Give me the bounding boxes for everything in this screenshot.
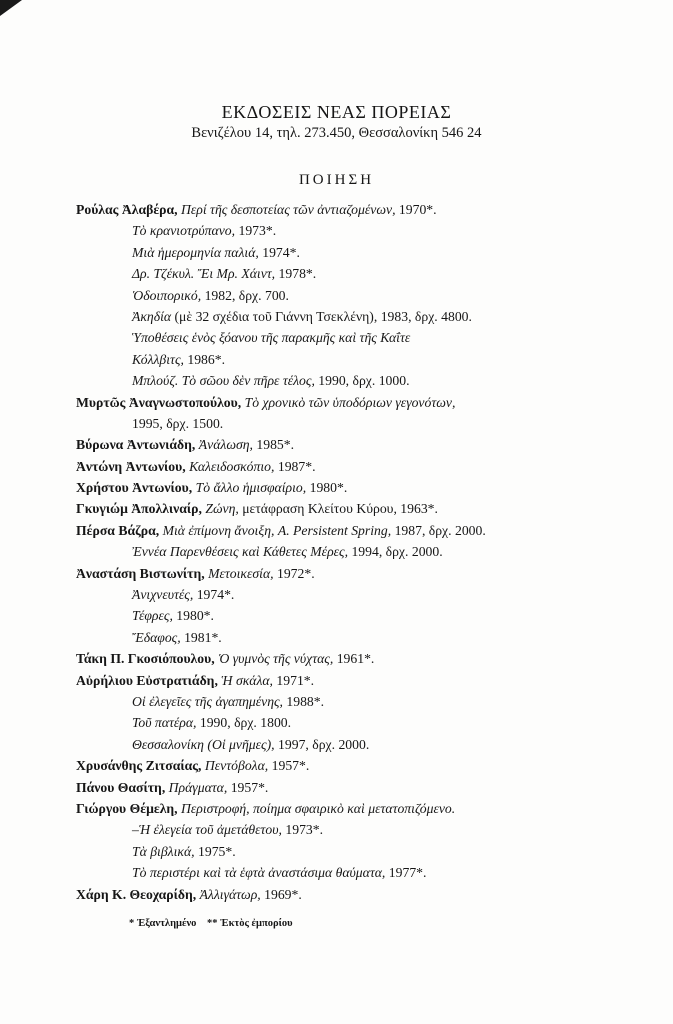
publisher-name: ΕΚΔΟΣΕΙΣ ΝΕΑΣ ΠΟΡΕΙΑΣ — [221, 102, 452, 122]
author-name: Ἀντώνη Ἀντωνίου, — [76, 458, 186, 474]
book-details: 1957*. — [271, 758, 310, 774]
book-title: Περί τῆς δεσποτείας τῶν ἀντιαζομένων, — [180, 202, 396, 217]
author-name: Ἀναστάση Βιστωνίτη, — [76, 565, 205, 581]
book-details: 1988*. — [286, 693, 325, 709]
book-details: 1957*. — [230, 779, 269, 795]
book-details: 1982, δρχ. 700. — [204, 287, 289, 303]
book-title: Τὸ χρονικὸ τῶν ὑποδόριων γεγονότων, — [244, 394, 456, 410]
book-details: 1972*. — [276, 565, 315, 581]
book-title: Τὸ περιστέρι καὶ τὰ ἑφτὰ ἀναστάσιμα θαύματα, — [132, 865, 386, 881]
book-title: Ἡ σκάλα, — [221, 672, 273, 688]
book-title: Τέφρες, — [132, 608, 173, 624]
book-list — [76, 199, 656, 905]
book-title: Περιστροφή, ποίημα σφαιρικὸ καὶ μετατοπιζόμενο. — [181, 800, 456, 816]
book-entry — [76, 819, 656, 840]
book-title: Ἀλλιγάτωρ, — [199, 886, 261, 902]
book-title: Τὸ ἄλλο ἡμισφαίριο, — [195, 480, 307, 496]
book-title: Ἀκηδία — [132, 308, 172, 324]
book-title: Μιὰ ἐπίμονη ἄνοιξη, A. Persistent Spring, — [162, 522, 392, 538]
book-details: 1990, δρχ. 1000. — [318, 373, 410, 389]
book-title: Κόλλβιτς, — [132, 351, 184, 367]
book-entry — [76, 477, 656, 498]
book-entry — [76, 285, 656, 306]
book-details: 1987*. — [277, 458, 316, 474]
book-title: Μετοικεσία, — [208, 565, 274, 581]
book-details: 1986*. — [187, 351, 225, 367]
book-entry — [76, 349, 656, 370]
book-entry — [76, 755, 656, 776]
book-title: Δρ. Τζέκυλ. Ἔι Μρ. Χάιντ, — [132, 266, 276, 282]
book-details: 1973*. — [238, 223, 277, 239]
book-details: 1981*. — [184, 629, 222, 645]
author-name: Πάνου Θασίτη, — [76, 779, 166, 795]
author-name: Τάκη Π. Γκοσιόπουλου, — [76, 651, 215, 667]
book-entry — [76, 712, 656, 733]
book-details: 1994, δρχ. 2000. — [351, 544, 443, 560]
section-title: ΠΟΙΗΣΗ — [298, 172, 375, 188]
book-title: Ἔδαφος, — [132, 629, 181, 645]
publisher-header — [0, 101, 673, 143]
book-entry — [76, 520, 656, 541]
book-title: Καλειδοσκόπιο, — [189, 458, 275, 474]
book-title: –Ἡ ἐλεγεία τοῦ ἀμετάθετου, — [132, 822, 282, 838]
author-name: Πέρσα Βάζρα, — [76, 522, 160, 538]
author-name: Αὐρήλιου Εὐστρατιάδη, — [76, 672, 218, 688]
book-title: Ὁδοιπορικό, — [132, 287, 202, 303]
author-name: Χρυσάνθης Ζιτσαίας, — [76, 758, 202, 774]
footnote-not-for-sale: ** Ἐκτὸς ἐμπορίου — [207, 918, 293, 929]
book-title: Πράγματα, — [168, 779, 228, 795]
book-title: Ἀνιχνευτές, — [132, 587, 194, 603]
book-title: Τὸ κρανιοτρύπανο, — [132, 223, 236, 239]
footnote — [129, 918, 293, 929]
book-entry — [76, 434, 656, 455]
book-details: 1990, δρχ. 1800. — [199, 715, 292, 731]
book-entry — [76, 584, 656, 605]
book-entry — [76, 563, 656, 584]
book-title: Οἱ ἐλεγεῖες τῆς ἀγαπημένης, — [132, 693, 283, 709]
book-entry — [76, 841, 656, 862]
book-title: Πεντόβολα, — [204, 758, 269, 774]
book-title: Ἐννέα Παρενθέσεις καὶ Κάθετες Μέρες, — [132, 544, 349, 560]
book-details: 1980*. — [176, 608, 214, 624]
book-details: 1997, δρχ. 2000. — [278, 736, 370, 752]
book-details: 1995, δρχ. 1500. — [132, 415, 224, 431]
book-entry — [76, 306, 656, 327]
book-entry — [76, 777, 656, 798]
book-details: 1980*. — [309, 480, 348, 496]
book-title: Ἀνάλωση, — [198, 437, 253, 453]
book-details: 1975*. — [198, 843, 236, 859]
book-entry — [76, 605, 656, 626]
book-title: Τοῦ πατέρα, — [132, 715, 197, 731]
book-entry — [76, 862, 656, 883]
book-entry — [76, 798, 656, 819]
book-details: 1978*. — [278, 266, 317, 282]
footnote-out-of-print: * Ἐξαντλημένο — [129, 918, 197, 929]
book-details: 1971*. — [276, 672, 315, 688]
book-entry — [76, 734, 656, 755]
book-entry — [76, 670, 656, 691]
book-details: (μὲ 32 σχέδια τοῦ Γιάννη Τσεκλένη), 1983, δρχ. 4800. — [174, 308, 472, 324]
book-entry — [76, 413, 656, 434]
book-details: 1969*. — [264, 886, 302, 902]
book-details: 1970*. — [398, 202, 437, 217]
publisher-address: Βενιζέλου 14, τηλ. 273.450, Θεσσαλονίκη 546 24 — [191, 125, 482, 141]
book-entry — [76, 199, 656, 220]
book-title: Ὁ γυμνὸς τῆς νύχτας, — [218, 651, 334, 667]
book-title: Τὰ βιβλικά, — [132, 843, 195, 859]
book-details: 1985*. — [256, 437, 295, 453]
book-details: μετάφραση Κλείτου Κύρου, 1963*. — [242, 501, 438, 517]
book-entry — [76, 648, 656, 669]
book-details: 1961*. — [336, 651, 375, 667]
book-title: Μιὰ ἡμερομηνία παλιά, — [132, 244, 259, 260]
book-entry — [76, 456, 656, 477]
author-name: Ρούλας Ἀλαβέρα, — [76, 202, 178, 217]
book-entry — [76, 498, 656, 519]
book-entry — [76, 220, 656, 241]
author-name: Μυρτῶς Ἀναγνωστοπούλου, — [76, 394, 242, 410]
author-name: Χάρη Κ. Θεοχαρίδη, — [76, 886, 197, 902]
book-details: 1974*. — [262, 244, 300, 260]
book-details: 1974*. — [196, 587, 235, 603]
author-name: Γιώργου Θέμελη, — [76, 800, 178, 816]
book-title: Θεσσαλονίκη (Οἱ μνῆμες), — [132, 736, 275, 752]
book-entry — [76, 370, 656, 391]
author-name: Γκυγιώμ Ἀπολλιναίρ, — [76, 501, 202, 517]
book-entry — [76, 263, 656, 284]
book-details: 1987, δρχ. 2000. — [394, 522, 486, 538]
book-title: Ὑποθέσεις ἑνὸς ξόανου τῆς παρακμῆς καὶ τῆς Καΐτε — [132, 330, 411, 346]
book-entry — [76, 627, 656, 648]
book-details: 1973*. — [285, 822, 324, 838]
book-details: 1977*. — [388, 865, 427, 881]
author-name: Χρήστου Ἀντωνίου, — [76, 480, 193, 496]
book-entry — [76, 884, 656, 905]
author-name: Βύρωνα Ἀντωνιάδη, — [76, 437, 196, 453]
book-title: Ζώνη, — [205, 501, 239, 517]
book-entry — [76, 242, 656, 263]
book-entry — [76, 392, 656, 413]
book-title: Μπλούζ. Τὸ σῶου δὲν πῆρε τέλος, — [132, 373, 315, 389]
book-entry — [76, 691, 656, 712]
book-entry — [76, 541, 656, 562]
page-corner-mark — [0, 0, 22, 16]
book-entry — [76, 327, 656, 348]
